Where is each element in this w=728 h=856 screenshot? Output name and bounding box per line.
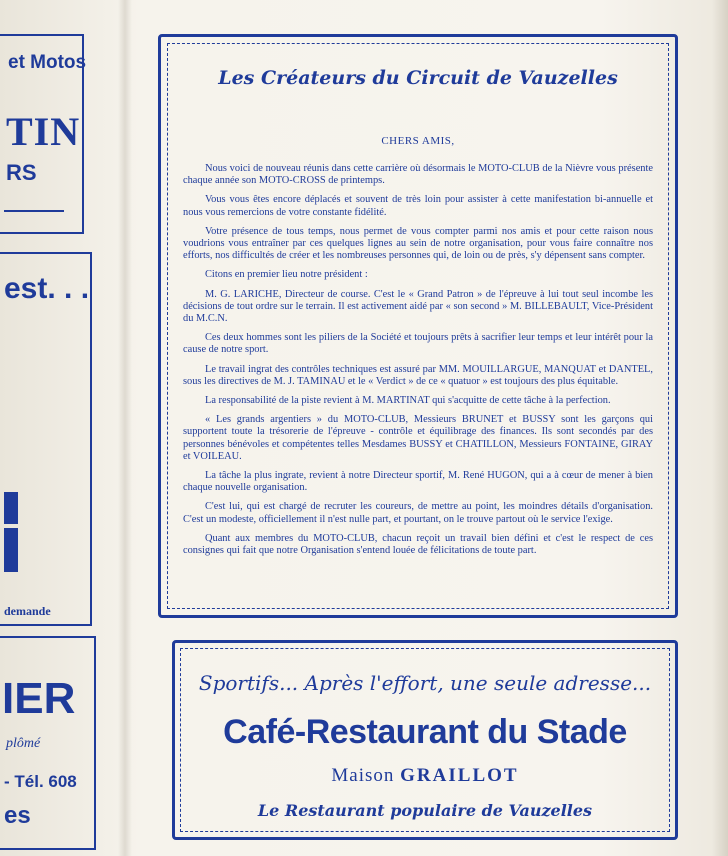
left-fragment-rs: RS [6,160,37,185]
notice-paragraph: M. G. LARICHE, Directeur de course. C'est le « Grand Patron » de l'épreuve à lui tout seul incombe les décisions de tout ordre sur le terrain. Il est activement aidé par « son second » M. BILLEBAULT, Vice-Président du M.C.N. [183,288,653,325]
left-fragment-plome: plômé [6,736,41,751]
left-adjacent-page [0,0,118,856]
left-fragment-tel: - Tél. 608 [4,772,77,791]
left-fragment-est: est. . . [4,272,90,305]
notice-paragraph: Quant aux membres du MOTO-CLUB, chacun reçoit un travail bien défini et c'est le respect de ces consignes qui fait que notre Organisation s'entend louée de félicitations de toute part. [183,532,653,557]
advert-maison-name: GRAILLOT [400,765,519,786]
notice-paragraph: « Les grands argentiers » du MOTO-CLUB, Messieurs BRUNET et BUSSY sont les garçons qui supportent toute la trésorerie de l'épreuve - contrôle et équilibrage des finances. Ils sont secondés par des personnes bénévoles et compétentes telles Mesdames BUSSY et CHATILLON, Messieurs FONTAINE, GIRAY et VOILEAU. [183,414,653,462]
advert-subline: Le Restaurant populaire de Vauzelles [257,801,593,820]
notice-paragraph: Vous vous êtes encore déplacés et souvent de très loin pour assister à cette manifestation bi-annuelle et nous vous remercions de votre constante fidélité. [183,194,653,218]
notice-paragraph: La responsabilité de la piste revient à M. MARTINAT qui s'acquitte de cette tâche à la perfection. [205,395,611,407]
notice-title: Les Créateurs du Circuit de Vauzelles [218,67,618,89]
notice-paragraph: Le travail ingrat des contrôles techniques est assuré par MM. MOUILLARGUE, MANQUAT et DANTEL, sous les directives de M. J. TAMINAU et le « Verdict » de ce « quatuor » est toujours des plus équitable. [183,363,653,387]
left-letter-block-bottom [4,528,18,572]
page-edge [712,0,728,856]
notice-paragraph: Nous voici de nouveau réunis dans cette carrière où désormais le MOTO-CLUB de la Nièvre vous présente chaque année son MOTO-CROSS de printemps. [183,163,653,187]
advert-maison-prefix: Maison [331,765,395,786]
left-divider [4,210,64,212]
left-letter-block-top [4,492,18,524]
left-fragment-demande: demande [4,604,51,618]
cafe-restaurant-advert [172,640,678,840]
notice-paragraph: La tâche la plus ingrate, revient à notre Directeur sportif, M. René HUGON, qui a à cœur de mener à bien chaque nouvelle organisation. [183,470,653,494]
left-fragment-es: es [4,802,31,829]
notice-paragraph: C'est lui, qui est chargé de recruter les coureurs, de mettre au point, les moindres détails d'organisation. C'est un modeste, officiellement il n'est nulle part, et pourtant, on le trouve partout où le service l'exige. [183,501,653,525]
left-fragment-tin: TIN [6,109,81,154]
notice-paragraph: Ces deux hommes sont les piliers de la Société et toujours prêts à sacrifier leur temps et leur intérêt pour la cause de notre sport. [183,332,653,356]
advert-business-name: Café-Restaurant du Stade [223,713,627,751]
circuit-creators-notice [158,34,678,618]
notice-paragraph: Votre présence de tous temps, nous permet de vous compter parmi nos amis et pour cette raison nous voudrions vous entraîner par ces quelques lignes au sein de notre organisation, pour vous faire connaître nos efforts, nos difficultés de créer et les nombreuses personnes qui, de loin ou de près, s'y dépensent sans compter. [183,225,653,262]
advert-maison-line [175,765,675,787]
notice-paragraph: Citons en premier lieu notre président : [205,269,368,281]
advert-tagline: Sportifs... Après l'effort, une seule adresse... [198,671,652,695]
left-fragment-motos: et Motos [8,52,87,73]
notice-body [183,163,653,564]
page-fold [118,0,132,856]
left-fragment-ier: IER [2,674,76,723]
notice-greeting: CHERS AMIS, [381,135,455,147]
